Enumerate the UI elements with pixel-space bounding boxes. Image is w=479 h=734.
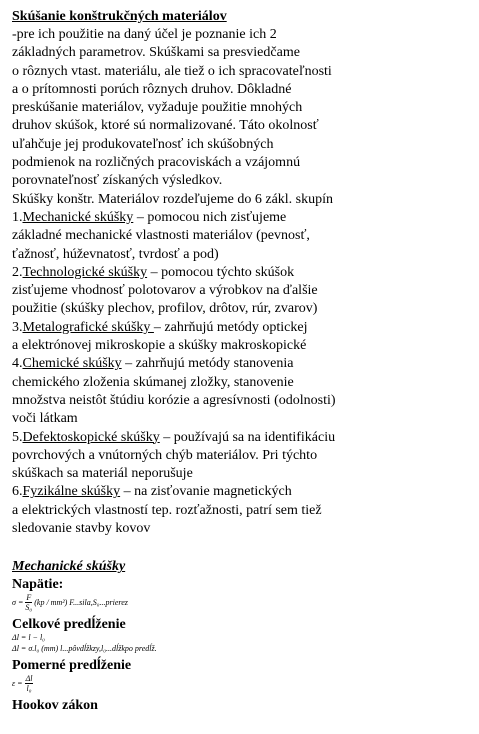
test-group-number: 1. (12, 209, 23, 225)
intro-line: druhov skúšok, ktoré sú normalizované. Táto okolnosť (12, 118, 319, 134)
document-title: Skúšanie konštrukčných materiálov (12, 9, 227, 24)
test-group-description: – pomocou nich zisťujeme (133, 209, 287, 225)
test-group-description-line: voči látkam (12, 411, 78, 427)
relative-elongation-heading: Pomerné predĺženie (12, 658, 132, 674)
intro-line: podmienok na rozličných pracoviskách a vzájomnú (12, 155, 301, 171)
intro-line: základných parametrov. Skúškami sa presviedčame (12, 45, 300, 61)
test-group-description-line: skúškach sa materiál neporušuje (12, 466, 193, 482)
test-group-description: – zahrňujú metódy stanovenia (121, 356, 294, 372)
intro-line: porovnateľnosť získaných výsledkov. (12, 173, 223, 189)
test-group-name: Chemické skúšky (22, 356, 122, 372)
stress-heading: Napätie: (12, 577, 64, 593)
test-group-number: 5. (12, 429, 23, 445)
relative-elongation-fraction (25, 674, 34, 693)
relative-elongation-denominator: l₀ (26, 684, 32, 694)
test-group-description-line: a elektrických vlastností tep. rozťažnosti, patrí sem tiež (12, 502, 322, 518)
stress-formula (12, 593, 479, 612)
test-group-description-line: zisťujeme vhodnosť polotovarov a výrobkov na ďalšie (12, 283, 318, 299)
stress-fraction-denominator: S₀ (25, 603, 33, 613)
intro-line: a o prítomnosti porúch rôznych druhov. Dôkladné (12, 81, 292, 97)
section-gap (12, 538, 479, 558)
total-elongation-formula-1: Δl = l − l₀ (12, 633, 45, 643)
test-group-description: – pomocou týchto skúšok (147, 264, 295, 280)
stress-fraction-numerator: F (26, 593, 32, 603)
intro-line: o rôznych vtast. materiálu, ale tiež o ich spracovateľnosti (12, 63, 332, 79)
test-group-description-line: a elektrónovej mikroskopie a skúšky makroskopické (12, 338, 307, 354)
intro-line: -pre ich použitie na daný účel je poznanie ich 2 (12, 27, 277, 42)
test-group-item (12, 209, 479, 227)
total-elongation-heading: Celkové predĺženie (12, 617, 126, 633)
test-group-number: 2. (12, 264, 23, 280)
stress-fraction (25, 593, 32, 612)
test-group-name: Metalografické skúšky (22, 319, 154, 335)
hookes-law-heading: Hookov zákon (12, 698, 98, 714)
intro-paragraph (12, 26, 479, 209)
test-group-description-line: množstva neistôt štúdiu korózie a agresívnosti (odolnosti) (12, 392, 336, 408)
relative-elongation-lhs: ε = (12, 679, 23, 689)
test-group-name: Defektoskopické skúšky (22, 429, 160, 445)
test-group-number: 6. (12, 484, 23, 500)
test-group-description: – na zisťovanie magnetických (120, 484, 292, 500)
test-group-description-line: povrchových a vnútorných chýb materiálov. Pri týchto (12, 447, 318, 463)
test-group-number: 4. (12, 356, 23, 372)
test-group-name: Fyzikálne skúšky (22, 484, 121, 500)
stress-formula-rest: (kp / mm²) F...sila,S₀...prierez (34, 598, 128, 608)
relative-elongation-formula (12, 674, 479, 693)
test-group-item (12, 355, 479, 373)
test-group-description-line: použitie (skúšky plechov, profilov, drôtov, rúr, zvarov) (12, 301, 318, 317)
test-group-item (12, 429, 479, 447)
mechanical-tests-heading: Mechanické skúšky (12, 559, 126, 575)
relative-elongation-numerator: Δl (25, 674, 33, 684)
test-groups-list (12, 209, 479, 538)
intro-line: uľahčuje jej produkovateľnosť ich skúšobných (12, 136, 274, 152)
stress-formula-lhs: σ = (12, 598, 24, 608)
test-group-item (12, 319, 479, 337)
test-group-description-line: základné mechanické vlastnosti materiálov (pevnosť, (12, 228, 310, 244)
test-group-description-line: ťažnosť, húževnatosť, tvrdosť a pod) (12, 246, 219, 262)
test-group-name: Technologické skúšky (22, 264, 148, 280)
test-group-item (12, 483, 479, 501)
intro-line: Skúšky konštr. Materiálov rozdeľujeme do 6 zákl. skupín (12, 191, 334, 207)
test-group-description: – používajú sa na identifikáciu (159, 429, 336, 445)
intro-line: preskúšanie materiálov, vyžaduje použitie mnohých (12, 100, 303, 116)
test-group-number: 3. (12, 319, 23, 335)
test-group-item (12, 264, 479, 282)
test-group-description: – zahrňujú metódy optickej (153, 319, 308, 335)
test-group-name: Mechanické skúšky (22, 209, 134, 225)
test-group-description-line: chemického zloženia skúmanej zložky, stanovenie (12, 374, 294, 390)
test-group-description-line: sledovanie stavby kovov (12, 521, 151, 537)
total-elongation-formula-2: Δl = σ.l₀ (mm) l...pôvdĺžkzy,l₀...dĺžkpo predĺž. (12, 644, 157, 654)
